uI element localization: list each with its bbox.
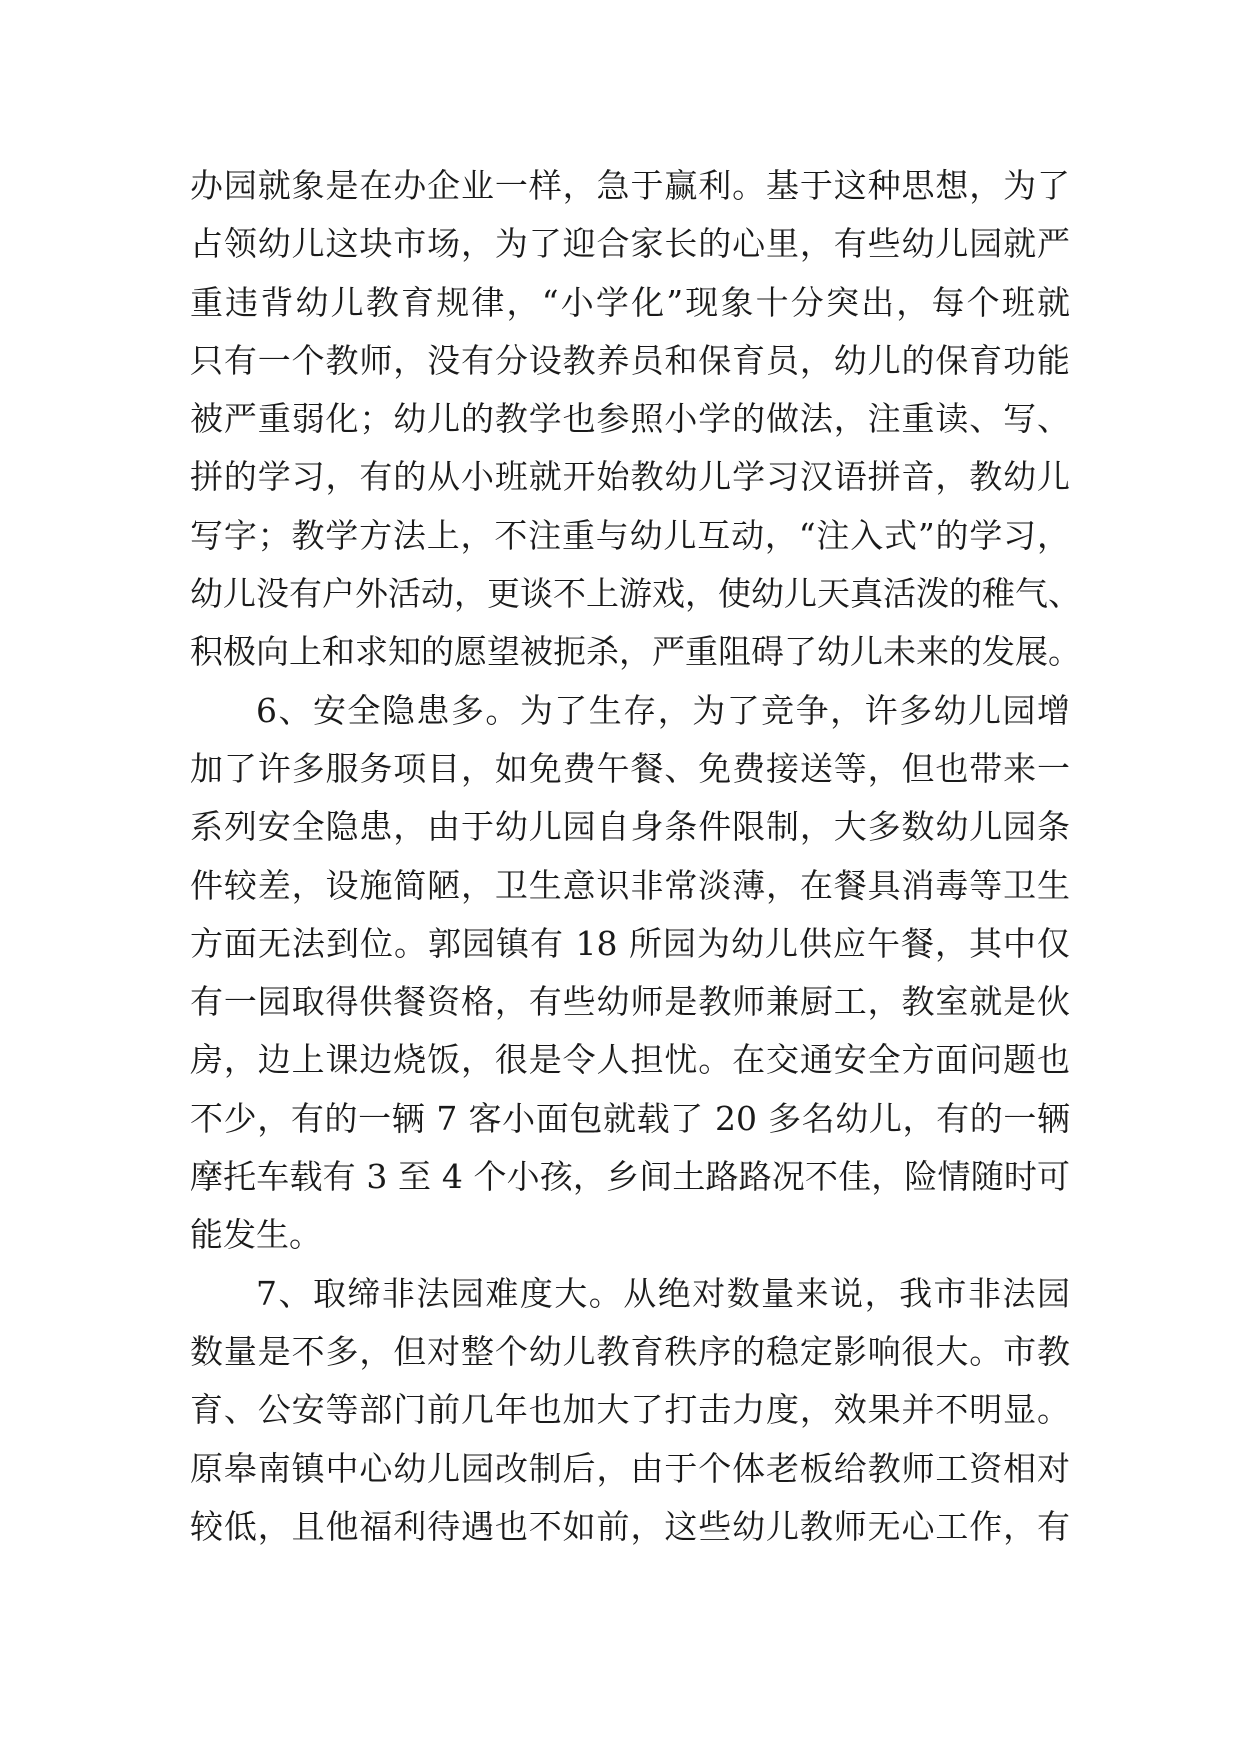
text-line: 不少，有的一辆 7 客小面包就载了 20 多名幼儿，有的一辆: [190, 1098, 1070, 1138]
text-line: 写字；教学方法上，不注重与幼儿互动，“注入式”的学习，: [190, 515, 1070, 555]
text-line: 只有一个教师，没有分设教养员和保育员，幼儿的保育功能: [190, 340, 1070, 380]
text-line: 能发生。: [190, 1215, 322, 1255]
text-line: 有一园取得供餐资格，有些幼师是教师兼厨工，教室就是伙: [190, 982, 1070, 1022]
text-line: 房，边上课边烧饭，很是令人担忧。在交通安全方面问题也: [190, 1040, 1070, 1080]
text-line: 积极向上和求知的愿望被扼杀，严重阻碍了幼儿未来的发展。: [190, 632, 1081, 672]
text-line: 重违背幼儿教育规律，“小学化”现象十分突出，每个班就: [190, 282, 1070, 322]
text-line: 系列安全隐患，由于幼儿园自身条件限制，大多数幼儿园条: [190, 807, 1070, 847]
text-line: 件较差，设施简陋，卫生意识非常淡薄，在餐具消毒等卫生: [190, 865, 1070, 905]
text-line: 原皋南镇中心幼儿园改制后，由于个体老板给教师工资相对: [190, 1448, 1070, 1488]
paragraph-start-line: 6、安全隐患多。为了生存，为了竞争，许多幼儿园增: [256, 690, 1070, 730]
text-line: 较低，且他福利待遇也不如前，这些幼儿教师无心工作，有: [190, 1506, 1070, 1546]
text-line: 摩托车载有 3 至 4 个小孩，乡间土路路况不佳，险情随时可: [190, 1157, 1070, 1197]
text-line: 加了许多服务项目，如免费午餐、免费接送等，但也带来一: [190, 748, 1070, 788]
text-line: 占领幼儿这块市场，为了迎合家长的心里，有些幼儿园就严: [190, 224, 1070, 264]
text-line: 办园就象是在办企业一样，急于赢利。基于这种思想，为了: [190, 166, 1070, 205]
text-line: 数量是不多，但对整个幼儿教育秩序的稳定影响很大。市教: [190, 1331, 1070, 1371]
body-text: [190, 157, 1081, 1556]
text-line: 被严重弱化；幼儿的教学也参照小学的做法，注重读、写、: [190, 399, 1070, 439]
paragraph-start-line: 7、取缔非法园难度大。从绝对数量来说，我市非法园: [256, 1273, 1070, 1313]
text-line: 育、公安等部门前几年也加大了打击力度，效果并不明显。: [190, 1390, 1070, 1430]
text-line: 拼的学习，有的从小班就开始教幼儿学习汉语拼音，教幼儿: [190, 457, 1070, 497]
text-line: 方面无法到位。郭园镇有 18 所园为幼儿供应午餐，其中仅: [190, 923, 1070, 963]
text-line: 幼儿没有户外活动，更谈不上游戏，使幼儿天真活泼的稚气、: [190, 574, 1081, 614]
